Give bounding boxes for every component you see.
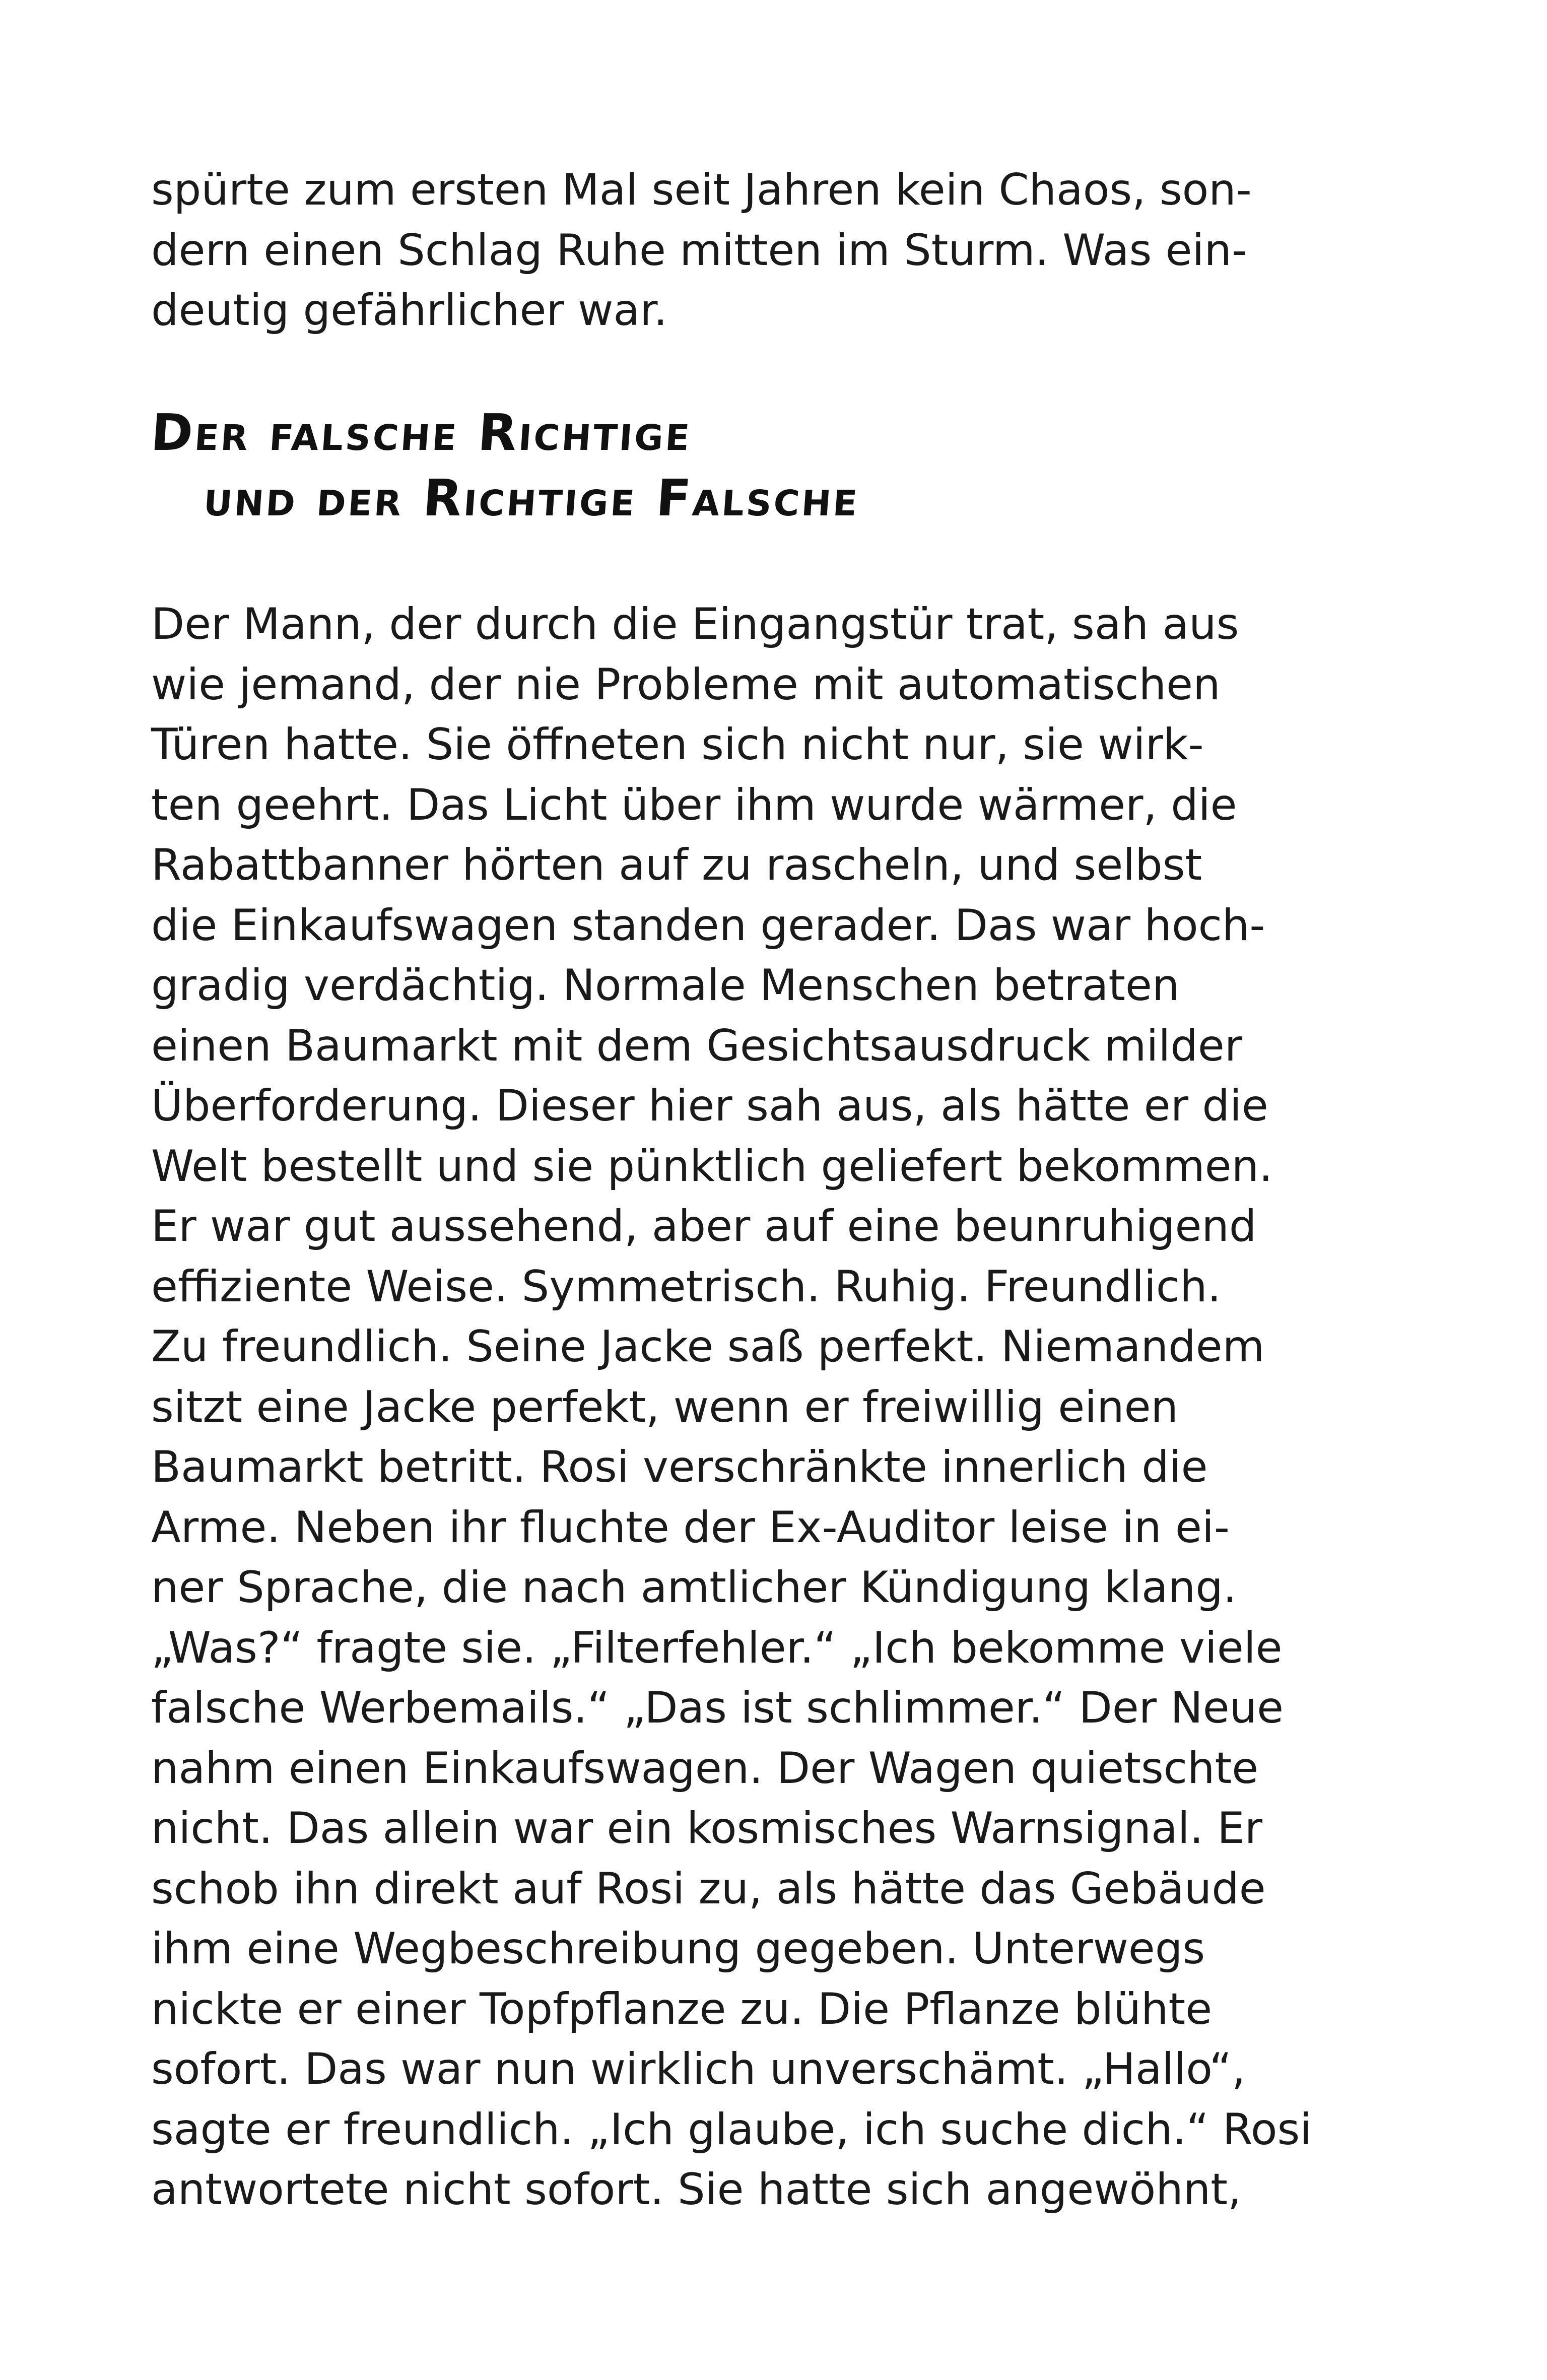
- text-line: Arme. Neben ihr fluchte der Ex-Auditor leise in ei-: [151, 1502, 1230, 1553]
- text-line: antwortete nicht sofort. Sie hatte sich angewöhnt,: [151, 2164, 1242, 2215]
- text-line: effiziente Weise. Symmetrisch. Ruhig. Freundlich.: [151, 1261, 1222, 1312]
- text-line: Welt bestellt und sie pünktlich geliefert bekommen.: [151, 1141, 1273, 1192]
- text-line: deutig gefährlicher war.: [151, 285, 667, 336]
- text-line: nicht. Das allein war ein kosmisches Warnsignal. Er: [151, 1803, 1262, 1854]
- text-line: dern einen Schlag Ruhe mitten im Sturm. Was ein-: [151, 225, 1247, 276]
- text-line: nickte er einer Topfpflanze zu. Die Pflanze blühte: [151, 1984, 1213, 2034]
- text-line: falsche Werbemails.“ „Das ist schlimmer.“ Der Neue: [151, 1683, 1284, 1733]
- text-line: sitzt eine Jacke perfekt, wenn er freiwillig einen: [151, 1381, 1179, 1432]
- text-line: sagte er freundlich. „Ich glaube, ich suche dich.“ Rosi: [151, 2104, 1312, 2155]
- text-line: nahm einen Einkaufswagen. Der Wagen quietschte: [151, 1743, 1259, 1794]
- text-line: schob ihn direkt auf Rosi zu, als hätte das Gebäude: [151, 1863, 1266, 1914]
- text-line: gradig verdächtig. Normale Menschen betraten: [151, 960, 1180, 1011]
- chapter-heading-line-2: und der Richtige Falsche: [201, 469, 862, 527]
- intro-paragraph: [151, 160, 1252, 341]
- text-line: ner Sprache, die nach amtlicher Kündigung klang.: [151, 1562, 1237, 1613]
- text-line: Der Mann, der durch die Eingangstür trat, sah aus: [151, 599, 1239, 649]
- chapter-heading-line-1: Der falsche Richtige: [149, 403, 694, 462]
- text-line: Überforderung. Dieser hier sah aus, als hätte er die: [151, 1081, 1268, 1131]
- text-line: sofort. Das war nun wirklich unverschämt. „Hallo“,: [151, 2044, 1246, 2094]
- text-line: Er war gut aussehend, aber auf eine beunruhigend: [151, 1201, 1257, 1251]
- body-paragraph: [151, 594, 1312, 2220]
- text-line: ten geehrt. Das Licht über ihm wurde wärmer, die: [151, 779, 1237, 830]
- text-line: Rabattbanner hörten auf zu rascheln, und selbst: [151, 840, 1202, 890]
- text-line: die Einkaufswagen standen gerader. Das war hoch-: [151, 900, 1265, 951]
- text-line: spürte zum ersten Mal seit Jahren kein Chaos, son-: [151, 165, 1252, 215]
- text-line: ihm eine Wegbeschreibung gegeben. Unterwegs: [151, 1924, 1205, 1974]
- text-line: Türen hatte. Sie öffneten sich nicht nur, sie wirk-: [151, 719, 1204, 770]
- text-line: „Was?“ fragte sie. „Filterfehler.“ „Ich bekomme viele: [151, 1622, 1283, 1673]
- text-line: Baumarkt betritt. Rosi verschränkte innerlich die: [151, 1442, 1208, 1492]
- text-line: Zu freundlich. Seine Jacke saß perfekt. Niemandem: [151, 1321, 1265, 1372]
- text-line: wie jemand, der nie Probleme mit automatischen: [151, 659, 1221, 710]
- text-line: einen Baumarkt mit dem Gesichtsausdruck milder: [151, 1020, 1243, 1071]
